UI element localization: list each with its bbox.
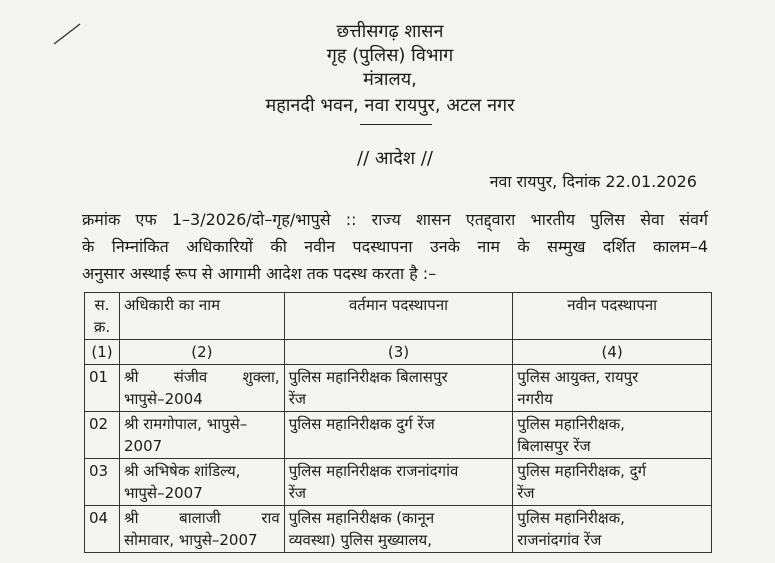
header-current-posting: वर्तमान पदस्थापना — [284, 293, 513, 340]
current-posting: पुलिस महानिरीक्षक दुर्ग रेंज — [284, 412, 513, 459]
header-department: गृह (पुलिस) विभाग — [326, 45, 454, 66]
column-number-row — [85, 340, 712, 365]
header-divider — [360, 124, 432, 125]
table-row — [85, 365, 712, 412]
officer-name: श्री रामगोपाल, भापुसे– 2007 — [119, 412, 284, 459]
order-reference: क्रमांक एफ 1–3/2026/दो–गृह/भापुसे — [82, 210, 331, 229]
paragraph-line-1 — [82, 206, 708, 233]
paragraph-line-3: अनुसार अस्थाई रूप से आगामी आदेश तक पदस्थ करता है :– — [82, 264, 437, 283]
current-posting: पुलिस महानिरीक्षक राजनांदगांव रेंज — [284, 459, 513, 506]
col-number: (1) — [85, 340, 120, 365]
new-posting: पुलिस महानिरीक्षक, बिलासपुर रेंज — [513, 412, 712, 459]
dateline: नवा रायपुर, दिनांक 22.01.2026 — [489, 172, 697, 191]
new-posting: पुलिस महानिरीक्षक, राजनांदगांव रेंज — [513, 506, 712, 553]
table-row — [85, 412, 712, 459]
posting-table — [84, 292, 712, 553]
header-ministry: मंत्रालय, — [363, 69, 417, 90]
current-posting: पुलिस महानिरीक्षक (कानून व्यवस्था) पुलिस मुख्यालय, — [284, 506, 513, 553]
col-number: (2) — [119, 340, 284, 365]
paragraph-line-2: के निम्नांकित अधिकारियों की नवीन पदस्थापना उनके नाम के सम्मुख दर्शित कालम–4 — [82, 237, 708, 256]
table-header-row — [85, 293, 712, 340]
current-posting: पुलिस महानिरीक्षक बिलासपुर रेंज — [284, 365, 513, 412]
officer-name: श्री संजीव शुक्ला, भापुसे–2004 — [119, 365, 284, 412]
new-posting: पुलिस आयुक्त, रायपुर नगरीय — [513, 365, 712, 412]
pen-stroke-mark — [52, 22, 82, 46]
col-number: (4) — [513, 340, 712, 365]
header-government: छत्तीसगढ़ शासन — [336, 21, 444, 42]
serial-number: 04 — [85, 506, 120, 553]
header-serial: स. क्र. — [85, 293, 120, 340]
serial-number: 01 — [85, 365, 120, 412]
header-new-posting: नवीन पदस्थापना — [513, 293, 712, 340]
table-row — [85, 459, 712, 506]
order-title: // आदेश // — [357, 148, 433, 169]
header-address: महानदी भवन, नवा रायपुर, अटल नगर — [265, 95, 515, 116]
officer-name: श्री अभिषेक शांडिल्य, भापुसे–2007 — [119, 459, 284, 506]
new-posting: पुलिस महानिरीक्षक, दुर्ग रेंज — [513, 459, 712, 506]
header-officer-name: अधिकारी का नाम — [119, 293, 284, 340]
order-paragraph — [82, 206, 708, 287]
officer-name: श्री बालाजी राव सोमावार, भापुसे–2007 — [119, 506, 284, 553]
paragraph-line-1-text: :: राज्य शासन एतद्द्वारा भारतीय पुलिस सेवा संवर्ग — [345, 210, 708, 229]
serial-number: 03 — [85, 459, 120, 506]
table-row — [85, 506, 712, 553]
col-number: (3) — [284, 340, 513, 365]
serial-number: 02 — [85, 412, 120, 459]
